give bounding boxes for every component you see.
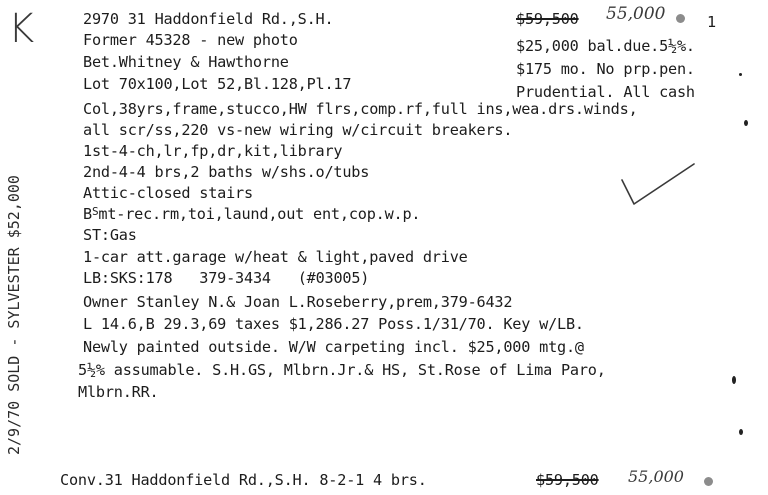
footer-mark: [704, 477, 713, 486]
notes-line-3: Mlbrn.RR.: [78, 383, 159, 401]
lockbox: LB:SKS:178: [83, 269, 173, 287]
listing-number: 2970: [83, 10, 119, 28]
monthly-payment: $175 mo. No prp.pen.: [516, 60, 695, 78]
taxes: L 14.6,B 29.3,69 taxes $1,286.27 Poss.1/31/70. Key w/LB.: [83, 315, 584, 333]
lot-info: Lot 70x100,Lot 52,Bl.128,Pl.17: [83, 75, 352, 93]
original-price: $59,500: [516, 10, 579, 28]
page-number: 1: [707, 13, 716, 31]
check-mark-icon: [618, 160, 698, 208]
footer-original-price: $59,500: [536, 471, 599, 489]
basement-b: B: [83, 205, 92, 223]
basement: [83, 206, 420, 224]
notes-line-2: [78, 362, 606, 379]
ink-dot: [732, 376, 736, 384]
notes-line-1: Newly painted outside. W/W carpeting incl. $25,000 mtg.@: [83, 338, 584, 356]
lockbox-line: [83, 270, 369, 287]
first-floor: 1st-4-ch,lr,fp,dr,kit,library: [83, 142, 343, 160]
revised-price-handwritten: 55,000: [606, 4, 666, 24]
description-line-2: all scr/ss,220 vs-new wiring w/circuit breakers.: [83, 121, 513, 139]
ink-dot: [739, 73, 742, 76]
description-line-1: Col,38yrs,frame,stucco,HW flrs,comp.rf,full ins,wea.drs.winds,: [83, 100, 638, 118]
attic: Attic-closed stairs: [83, 184, 253, 202]
mortgage-rate: 5½%: [78, 361, 105, 379]
ink-dot: [739, 429, 743, 435]
garage: 1-car att.garage w/heat & light,paved drive: [83, 248, 468, 266]
sold-label: 2/9/70 SOLD - SYLVESTER $52,000: [5, 175, 23, 455]
lender: Prudential. All cash: [516, 83, 695, 101]
balance-due: $25,000 bal.due.5½%.: [516, 37, 695, 55]
listing-address: 31 Haddonfield Rd.,S.H.: [127, 10, 334, 28]
notes-line-2-text: assumable. S.H.GS, Mlbrn.Jr.& HS, St.Rose of Lima Paro,: [104, 361, 606, 379]
price-mark: [676, 14, 685, 23]
owner: Owner Stanley N.& Joan L.Roseberry,prem,379-6432: [83, 293, 513, 311]
basement-s: S: [91, 205, 99, 218]
former-listing: Former 45328 - new photo: [83, 31, 298, 49]
heat: ST:Gas: [83, 226, 137, 244]
listing-ref: (#03005): [297, 269, 370, 287]
between-streets: Bet.Whitney & Hawthorne: [83, 53, 289, 71]
ink-dot: [744, 120, 748, 126]
index-letter: K: [8, 6, 35, 52]
second-floor: 2nd-4-4 brs,2 baths w/shs.o/tubs: [83, 163, 370, 181]
listing-header: [83, 11, 333, 28]
lockbox-phone: 379-3434: [199, 269, 271, 287]
footer-revised-price-handwritten: 55,000: [628, 467, 684, 486]
footer-summary: Conv.31 Haddonfield Rd.,S.H. 8-2-1 4 brs.: [60, 471, 427, 489]
basement-rest: mt-rec.rm,toi,laund,out ent,cop.w.p.: [98, 205, 421, 223]
